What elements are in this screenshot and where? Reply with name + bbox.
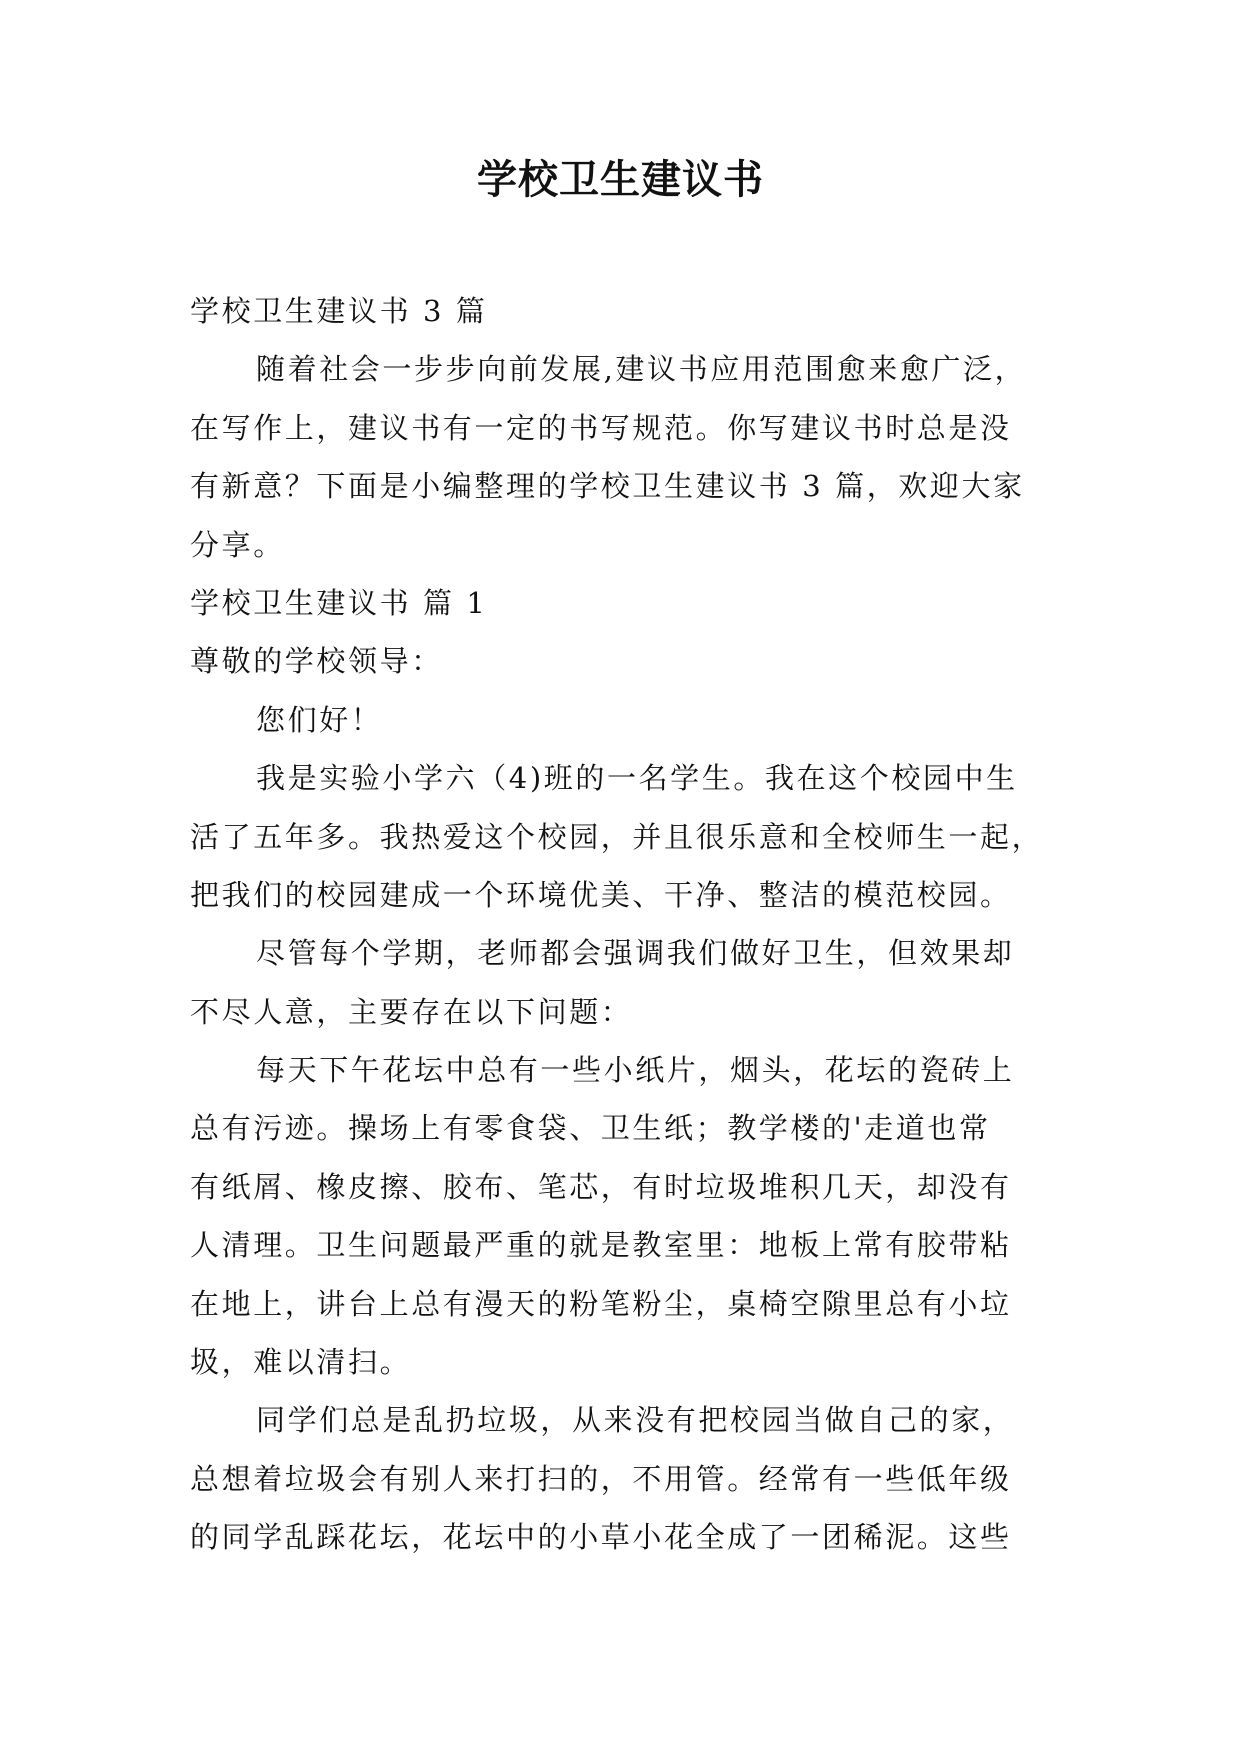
text-line: 每天下午花坛中总有一些小纸片，烟头，花坛的瓷砖上	[256, 1053, 1015, 1088]
text-line: 我是实验小学六（4)班的一名学生。我在这个校园中生	[256, 761, 1018, 796]
text-line: 总想着垃圾会有别人来打扫的，不用管。经常有一些低年级	[190, 1461, 1012, 1496]
salutation: 尊敬的学校领导：	[190, 644, 443, 679]
greeting: 您们好！	[256, 702, 383, 737]
text-line: 分享。	[190, 527, 285, 562]
document-body	[190, 282, 1050, 1567]
text-line: 同学们总是乱扔垃圾，从来没有把校园当做自己的家，	[256, 1403, 1015, 1438]
text-line: 不尽人意，主要存在以下问题：	[190, 994, 633, 1029]
document-title: 学校卫生建议书	[477, 156, 764, 203]
text-line: 在写作上，建议书有一定的书写规范。你写建议书时总是没	[190, 410, 1012, 445]
text-line: 有纸屑、橡皮擦、胶布、笔芯，有时垃圾堆积几天，却没有	[190, 1169, 1012, 1204]
text-line: 的同学乱踩花坛，花坛中的小草小花全成了一团稀泥。这些	[190, 1520, 1012, 1555]
text-line: 随着社会一步步向前发展,建议书应用范围愈来愈广泛，	[256, 352, 1027, 387]
section-heading: 学校卫生建议书 篇 1	[190, 585, 488, 620]
text-line: 圾，难以清扫。	[190, 1345, 412, 1380]
text-line: 学校卫生建议书 3 篇	[190, 294, 488, 328]
text-line: 人清理。卫生问题最严重的就是教室里：地板上常有胶带粘	[190, 1228, 1012, 1263]
text-line: 活了五年多。我热爱这个校园，并且很乐意和全校师生一起，	[190, 819, 1044, 854]
text-line: 在地上，讲台上总有漫天的粉笔粉尘，桌椅空隙里总有小垃	[190, 1286, 1012, 1321]
text-line: 把我们的校园建成一个环境优美、干净、整洁的模范校园。	[190, 877, 1012, 912]
text-line: 有新意？下面是小编整理的学校卫生建议书 3 篇，欢迎大家	[190, 469, 1025, 504]
text-line: 总有污迹。操场上有零食袋、卫生纸；教学楼的'走道也常	[190, 1111, 991, 1146]
text-line: 尽管每个学期，老师都会强调我们做好卫生，但效果却	[256, 936, 1015, 971]
